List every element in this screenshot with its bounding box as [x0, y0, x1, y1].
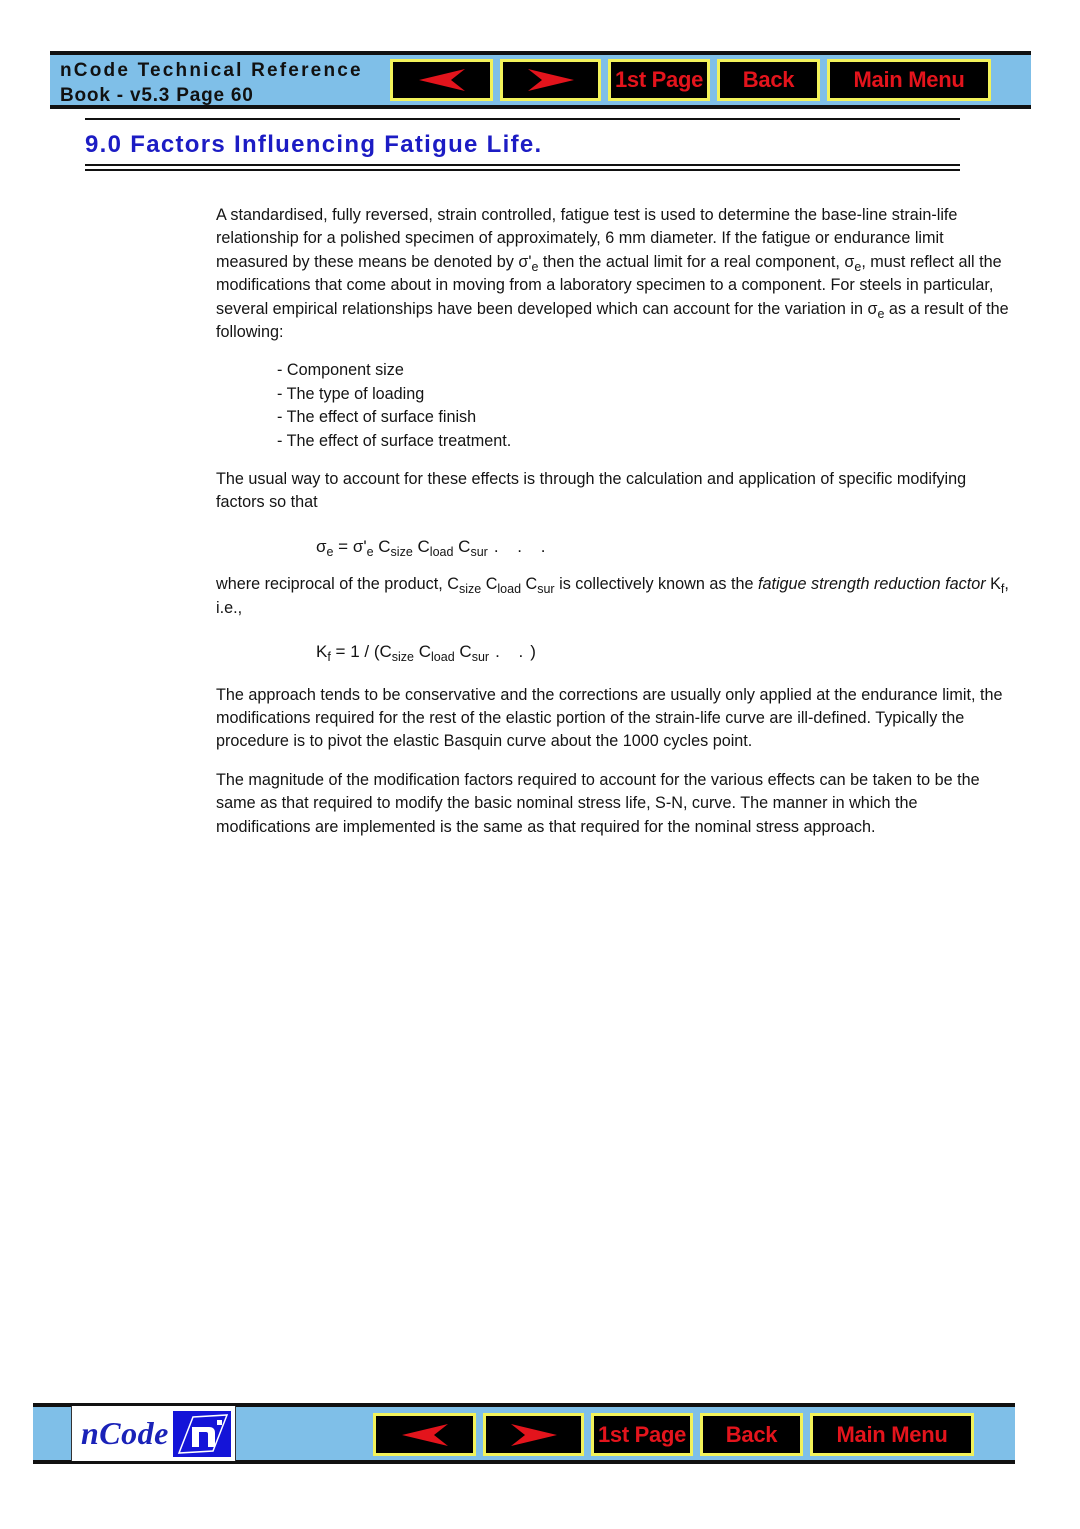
list-item: - Component size	[277, 361, 404, 380]
intro-paragraph: A standardised, fully reversed, strain controlled, fatigue test is used to determine the base-line strain-life relationship for a polished specimen of approximately, 6 mm diameter. If the fatigue or endurance limit measured by these means be denoted by $\sigma'_e$ then the actual limit for a real component, $\sigma_e$, must reflect all the modifications that come about in moving from a laboratory specimen to a component. For steels in particular, several empirical relationships have been developed which can account for the variation in $\sigma_e$ as a result of the following:	[216, 206, 1009, 342]
header-nav-bar	[50, 51, 1031, 109]
right-arrow-icon	[526, 68, 576, 92]
right-arrow-icon	[509, 1423, 559, 1447]
left-arrow-icon	[417, 68, 467, 92]
book-title	[60, 58, 363, 108]
next-page-button[interactable]	[500, 59, 601, 101]
title-rule-top	[85, 118, 960, 120]
ncode-logo-mark-icon	[173, 1411, 231, 1457]
footer-main-menu-button[interactable]: Main Menu	[810, 1413, 974, 1456]
book-page-info: Book - v5.3 Page 60	[60, 85, 254, 106]
left-arrow-icon	[400, 1423, 450, 1447]
approach-paragraph: The approach tends to be conservative and the corrections are usually only applied at the endurance limit, the modifications required for the rest of the elastic portion of the strain-life curve are ill-defined. Typically the procedure is to pivot the elastic Basquin curve about the 1000 cycles point.	[216, 685, 1003, 751]
list-item: - The type of loading	[277, 384, 425, 403]
back-button[interactable]: Back	[717, 59, 820, 101]
magnitude-paragraph: The magnitude of the modification factors required to account for the various effects can be taken to be the same as that required to modify the basic nominal stress life, S-N, curve. The manner in which the modifications are implemented is the same as that required for the nominal stress approach.	[216, 770, 980, 836]
ncode-logo	[71, 1406, 236, 1461]
logo-text: nCode	[81, 1415, 169, 1451]
kf-equation: $K_f = 1 / (C_{size}$ $C_{load}$ $C_{sur}$ . .)	[316, 642, 536, 665]
footer-nav-bar	[33, 1403, 1015, 1464]
list-item: - The effect of surface finish	[277, 408, 477, 427]
list-item: - The effect of surface treatment.	[277, 431, 512, 450]
factor-list	[216, 359, 1016, 453]
title-rule-bottom-2	[85, 169, 960, 171]
footer-first-page-button[interactable]: 1st Page	[591, 1413, 693, 1456]
book-title-line1: nCode Technical Reference	[60, 60, 363, 81]
endurance-limit-equation: $\sigma_e = \sigma'_e$ $C_{size}$ $C_{load}$ $C_{sur}$ . . .	[316, 536, 553, 559]
title-rule-bottom-1	[85, 164, 960, 166]
modifying-factors-paragraph: The usual way to account for these effects is through the calculation and application of specific modifying factors so that	[216, 470, 967, 512]
page-title: 9.0 Factors Influencing Fatigue Life.	[85, 131, 543, 158]
previous-page-button[interactable]	[390, 59, 493, 101]
first-page-button[interactable]: 1st Page	[608, 59, 710, 101]
body-content	[216, 204, 1016, 854]
footer-previous-page-button[interactable]	[373, 1413, 476, 1456]
footer-back-button[interactable]: Back	[700, 1413, 803, 1456]
main-menu-button[interactable]: Main Menu	[827, 59, 991, 101]
reduction-factor-paragraph: where reciprocal of the product, $C_{size}$ $C_{load}$ $C_{sur}$ is collectively known as the fatigue strength reduction factor $K_f$, i.e.,	[216, 575, 1009, 617]
footer-next-page-button[interactable]	[483, 1413, 584, 1456]
